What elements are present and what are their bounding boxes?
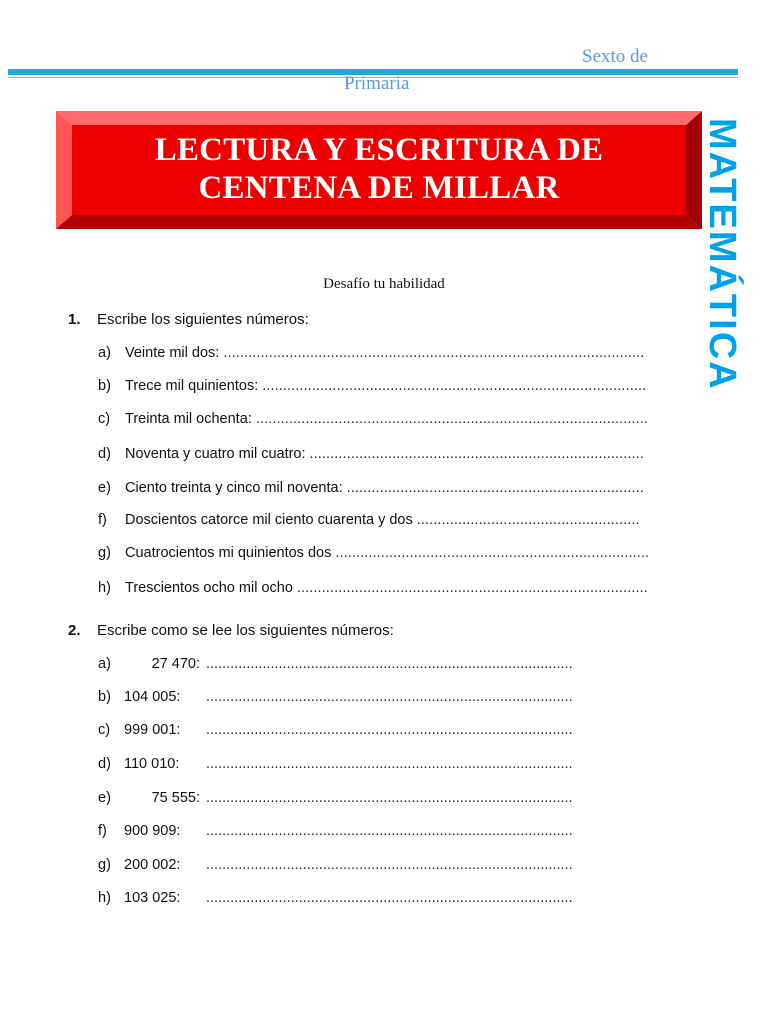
- item-letter: a): [98, 656, 111, 672]
- item-number: 27 470:: [151, 656, 200, 672]
- item-number: 900 909:: [124, 823, 181, 839]
- q1-item-c: [98, 411, 648, 427]
- answer-blank[interactable]: ......................................................: [416, 512, 640, 528]
- header-level: Primaria: [344, 73, 410, 94]
- answer-blank[interactable]: ...........................................................................................: [206, 722, 573, 738]
- item-letter: h): [98, 890, 111, 906]
- item-letter: d): [98, 756, 111, 772]
- q1-item-h: [98, 580, 648, 596]
- answer-blank[interactable]: ...........................................................................................: [206, 790, 573, 806]
- item-letter: f): [98, 823, 107, 839]
- item-letter: a): [98, 345, 111, 361]
- item-text: Trescientos ocho mil ocho: [125, 580, 293, 596]
- answer-blank[interactable]: ............................................................................: [335, 545, 650, 561]
- q1-item-g: [98, 545, 649, 561]
- item-letter: d): [98, 446, 111, 462]
- banner-title: [56, 131, 702, 207]
- item-text: Treinta mil ochenta:: [125, 411, 252, 427]
- item-number: 200 002:: [124, 857, 181, 873]
- item-letter: f): [98, 512, 107, 528]
- q1-item-b: [98, 378, 646, 394]
- item-letter: g): [98, 545, 111, 561]
- subject-side-label: MATEMÁTICA: [701, 118, 743, 391]
- question-1-heading: [68, 311, 309, 328]
- item-letter: h): [98, 580, 111, 596]
- answer-blank[interactable]: .....................................................................................: [296, 580, 648, 596]
- answer-blank[interactable]: ...........................................................................................: [206, 823, 573, 839]
- question-2-prompt: Escribe como se lee los siguientes números:: [97, 622, 394, 639]
- question-2-heading: [68, 622, 394, 639]
- item-number: 75 555:: [151, 790, 200, 806]
- q1-item-e: [98, 480, 644, 496]
- item-letter: b): [98, 378, 111, 394]
- answer-blank[interactable]: ...........................................................................................: [206, 656, 573, 672]
- q1-item-f: [98, 512, 640, 528]
- item-number: 110 010:: [124, 756, 180, 772]
- question-1-number: 1.: [68, 311, 81, 328]
- answer-blank[interactable]: ...........................................................................................: [206, 890, 573, 906]
- item-text: Doscientos catorce mil ciento cuarenta y dos: [125, 512, 413, 528]
- banner-title-line-2: CENTENA DE MILLAR: [198, 170, 560, 206]
- question-2-number: 2.: [68, 622, 81, 639]
- answer-blank[interactable]: ......................................................................................................: [223, 345, 645, 361]
- question-1-prompt: Escribe los siguientes números:: [97, 311, 309, 328]
- answer-blank[interactable]: .............................................................................................: [262, 378, 647, 394]
- title-banner: [56, 111, 702, 229]
- item-letter: b): [98, 689, 111, 705]
- answer-blank[interactable]: ........................................................................: [346, 480, 644, 496]
- item-letter: e): [98, 790, 111, 806]
- banner-title-line-1: LECTURA Y ESCRITURA DE: [154, 132, 604, 168]
- item-number: 104 005:: [124, 689, 181, 705]
- q1-item-a: [98, 345, 644, 361]
- item-number: 103 025:: [124, 890, 181, 906]
- item-number: 999 001:: [124, 722, 181, 738]
- answer-blank[interactable]: .................................................................................: [309, 446, 644, 462]
- item-text: Noventa y cuatro mil cuatro:: [125, 446, 306, 462]
- answer-blank[interactable]: ...........................................................................................: [206, 756, 573, 772]
- item-letter: e): [98, 480, 111, 496]
- item-text: Trece mil quinientos:: [125, 378, 259, 394]
- answer-blank[interactable]: ...........................................................................................: [206, 689, 573, 705]
- answer-blank[interactable]: ...............................................................................................: [255, 411, 649, 427]
- item-text: Ciento treinta y cinco mil noventa:: [125, 480, 343, 496]
- q1-item-d: [98, 446, 644, 462]
- answer-blank[interactable]: ...........................................................................................: [206, 857, 573, 873]
- item-text: Cuatrocientos mi quinientos dos: [125, 545, 332, 561]
- item-letter: g): [98, 857, 111, 873]
- item-letter: c): [98, 722, 111, 738]
- item-letter: c): [98, 411, 111, 427]
- item-text: Veinte mil dos:: [125, 345, 220, 361]
- header-grade: Sexto de: [582, 46, 648, 67]
- section-subtitle: Desafío tu habilidad: [323, 276, 445, 292]
